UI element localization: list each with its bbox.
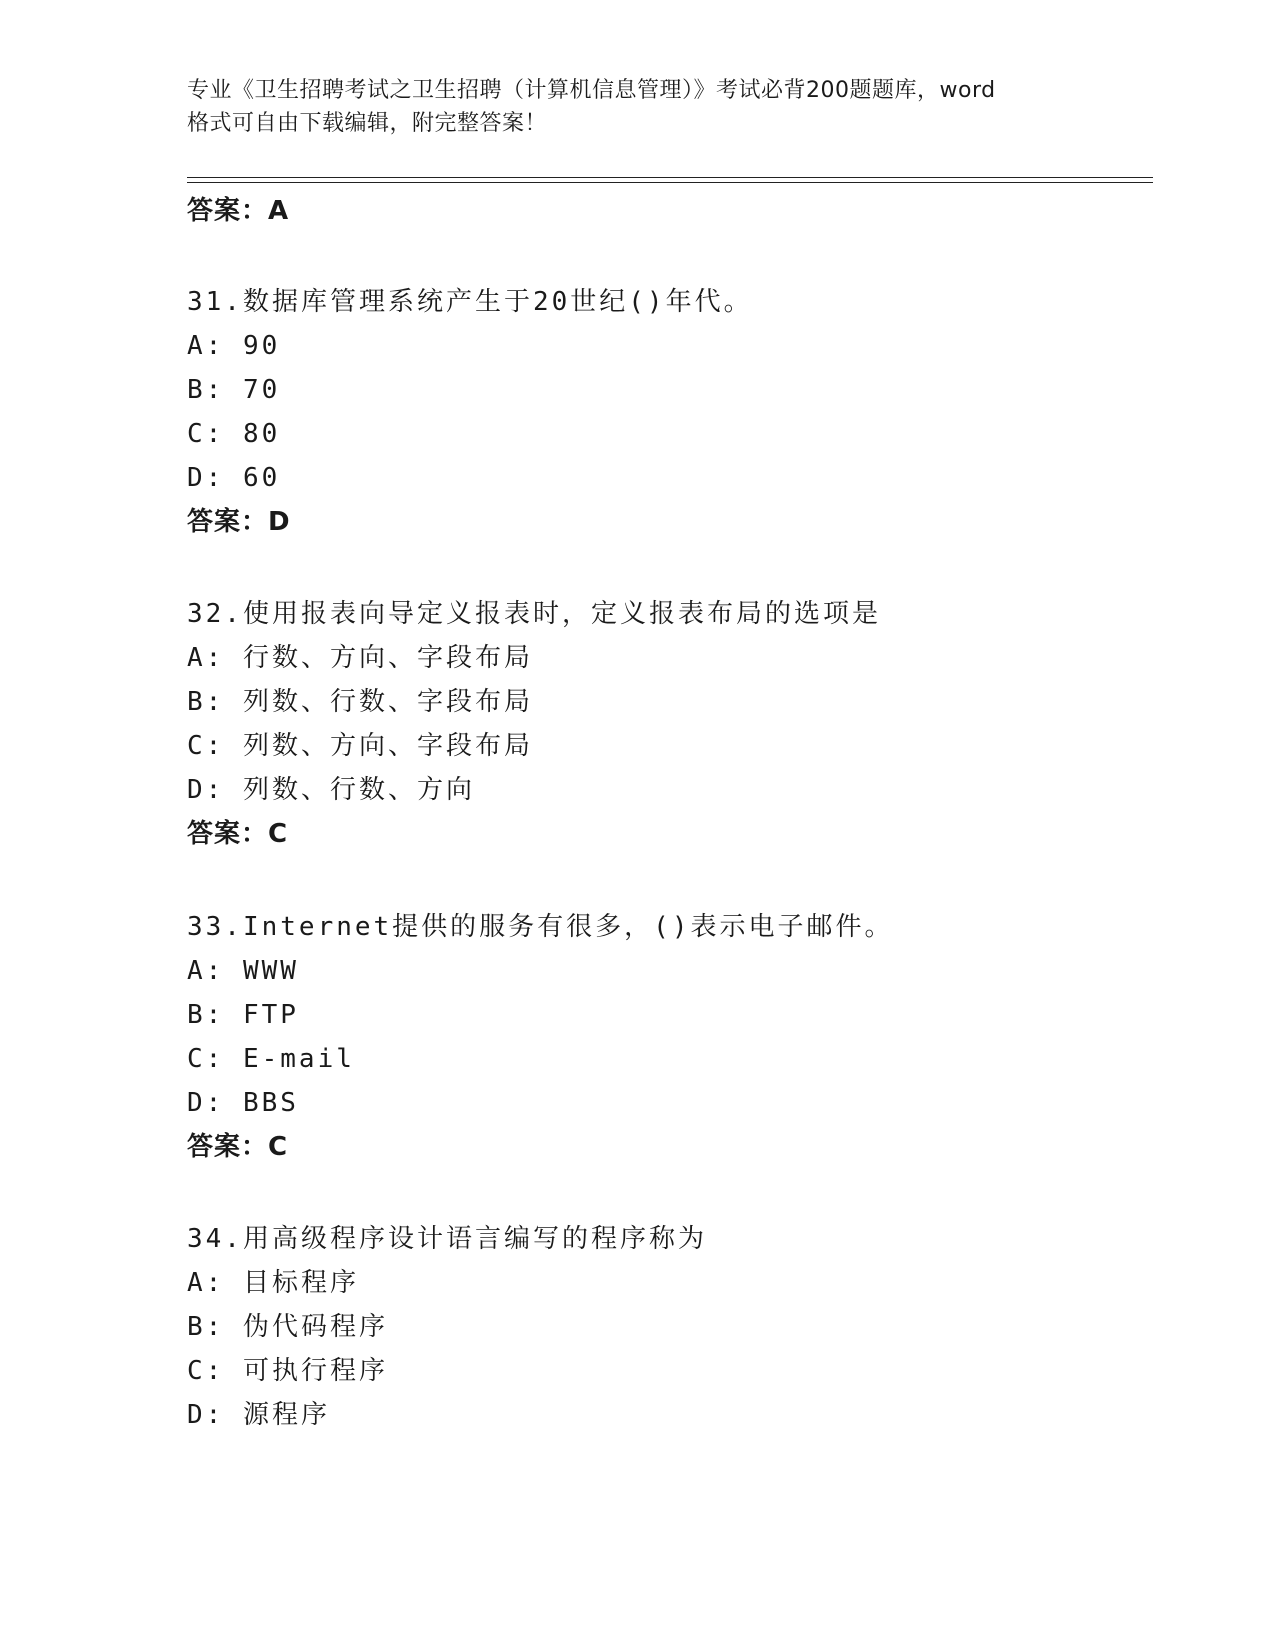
document-header <box>187 74 1087 140</box>
header-line-1: 专业《卫生招聘考试之卫生招聘（计算机信息管理）》考试必背200题题库，word <box>187 78 996 103</box>
previous-answer: 答案：A <box>187 196 290 226</box>
question-32-option-a: A: 行数、方向、字段布局 <box>187 643 533 673</box>
question-31-option-c: C: 80 <box>187 419 281 449</box>
question-32-option-d: D: 列数、行数、方向 <box>187 775 475 805</box>
question-34-option-a: A: 目标程序 <box>187 1268 359 1298</box>
question-33-text: 33.Internet提供的服务有很多，()表示电子邮件。 <box>187 912 894 942</box>
question-32-option-b: B: 列数、行数、字段布局 <box>187 687 533 717</box>
question-32-text: 32.使用报表向导定义报表时，定义报表布局的选项是 <box>187 599 881 629</box>
question-32-answer: 答案：C <box>187 819 289 849</box>
header-rule-top <box>187 177 1153 178</box>
question-31-option-b: B: 70 <box>187 375 281 405</box>
question-34-option-c: C: 可执行程序 <box>187 1356 388 1386</box>
question-31-answer: 答案：D <box>187 507 291 537</box>
question-34-option-d: D: 源程序 <box>187 1400 330 1430</box>
question-33-option-c: C: E-mail <box>187 1044 355 1074</box>
question-34-text: 34.用高级程序设计语言编写的程序称为 <box>187 1224 707 1254</box>
question-33-option-a: A: WWW <box>187 956 299 986</box>
header-rule-bottom <box>187 182 1153 183</box>
question-31-text: 31.数据库管理系统产生于20世纪()年代。 <box>187 287 753 317</box>
question-31-option-a: A: 90 <box>187 331 281 361</box>
question-34-option-b: B: 伪代码程序 <box>187 1312 388 1342</box>
question-33-answer: 答案：C <box>187 1132 289 1162</box>
question-33-option-d: D: BBS <box>187 1088 299 1118</box>
question-31-option-d: D: 60 <box>187 463 281 493</box>
header-line-2: 格式可自由下载编辑，附完整答案！ <box>187 111 548 136</box>
question-33-option-b: B: FTP <box>187 1000 299 1030</box>
question-32-option-c: C: 列数、方向、字段布局 <box>187 731 533 761</box>
